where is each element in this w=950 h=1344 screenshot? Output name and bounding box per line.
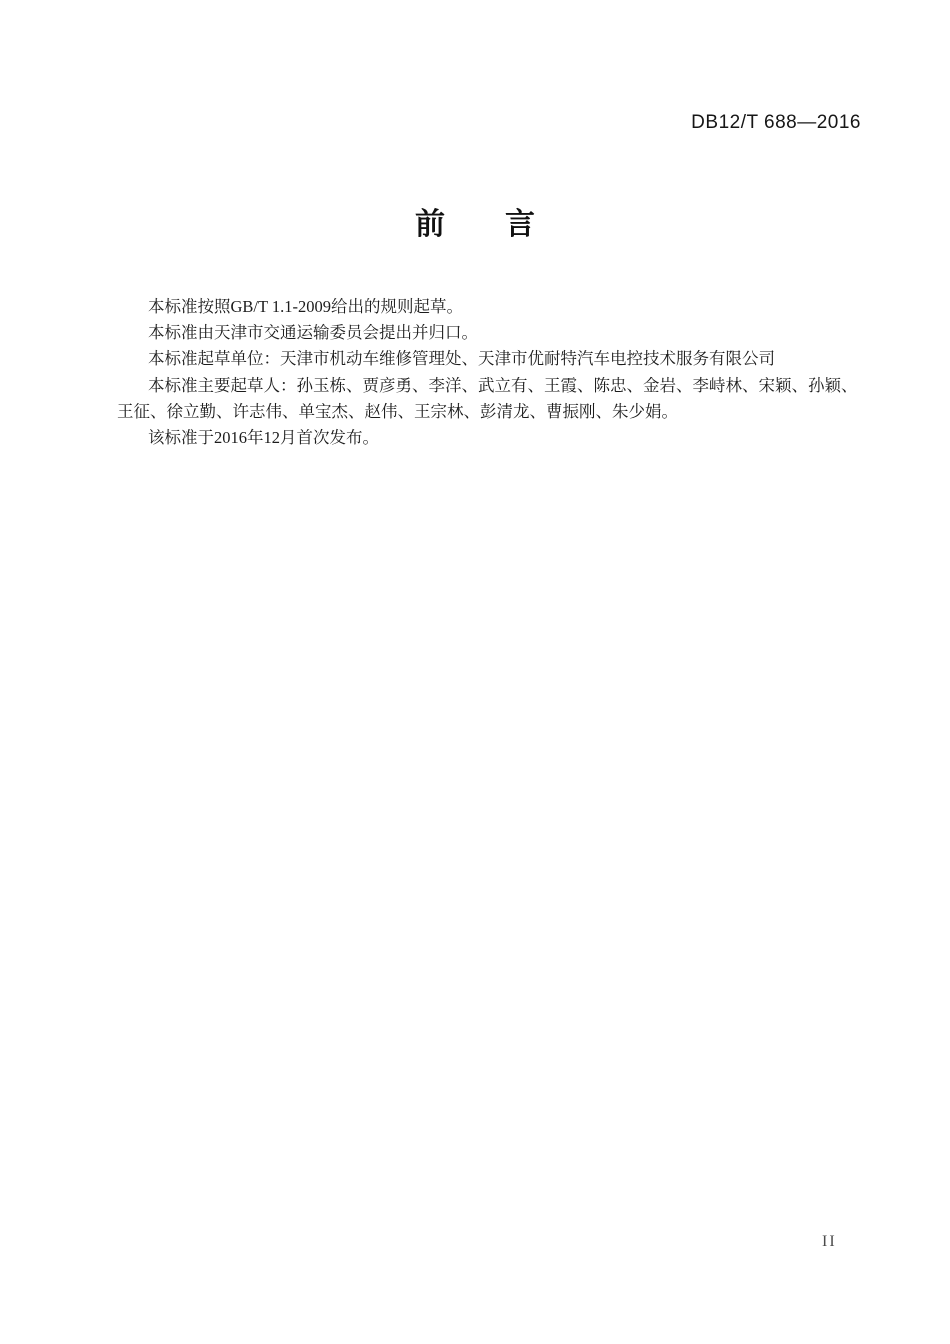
foreword-body [117,294,865,451]
body-line-5: 王征、徐立勤、许志伟、单宝杰、赵伟、王宗林、彭清龙、曹振刚、朱少娟。 [117,401,678,421]
body-line-6: 该标准于2016年12月首次发布。 [148,428,379,448]
body-line-3: 本标准起草单位：天津市机动车维修管理处、天津市优耐特汽车电控技术服务有限公司 [148,349,775,369]
standard-code-header: DB12/T 688—2016 [691,112,861,133]
body-line-4: 本标准主要起草人：孙玉栋、贾彦勇、李洋、武立有、王霞、陈忠、金岩、李峙林、宋颖、孙颖、 [148,375,858,395]
page-title: 前 言 [415,208,535,241]
body-line-1: 本标准按照GB/T 1.1-2009给出的规则起草。 [148,297,464,316]
page-number: II [822,1233,837,1250]
body-line-2: 本标准由天津市交通运输委员会提出并归口。 [148,323,478,343]
